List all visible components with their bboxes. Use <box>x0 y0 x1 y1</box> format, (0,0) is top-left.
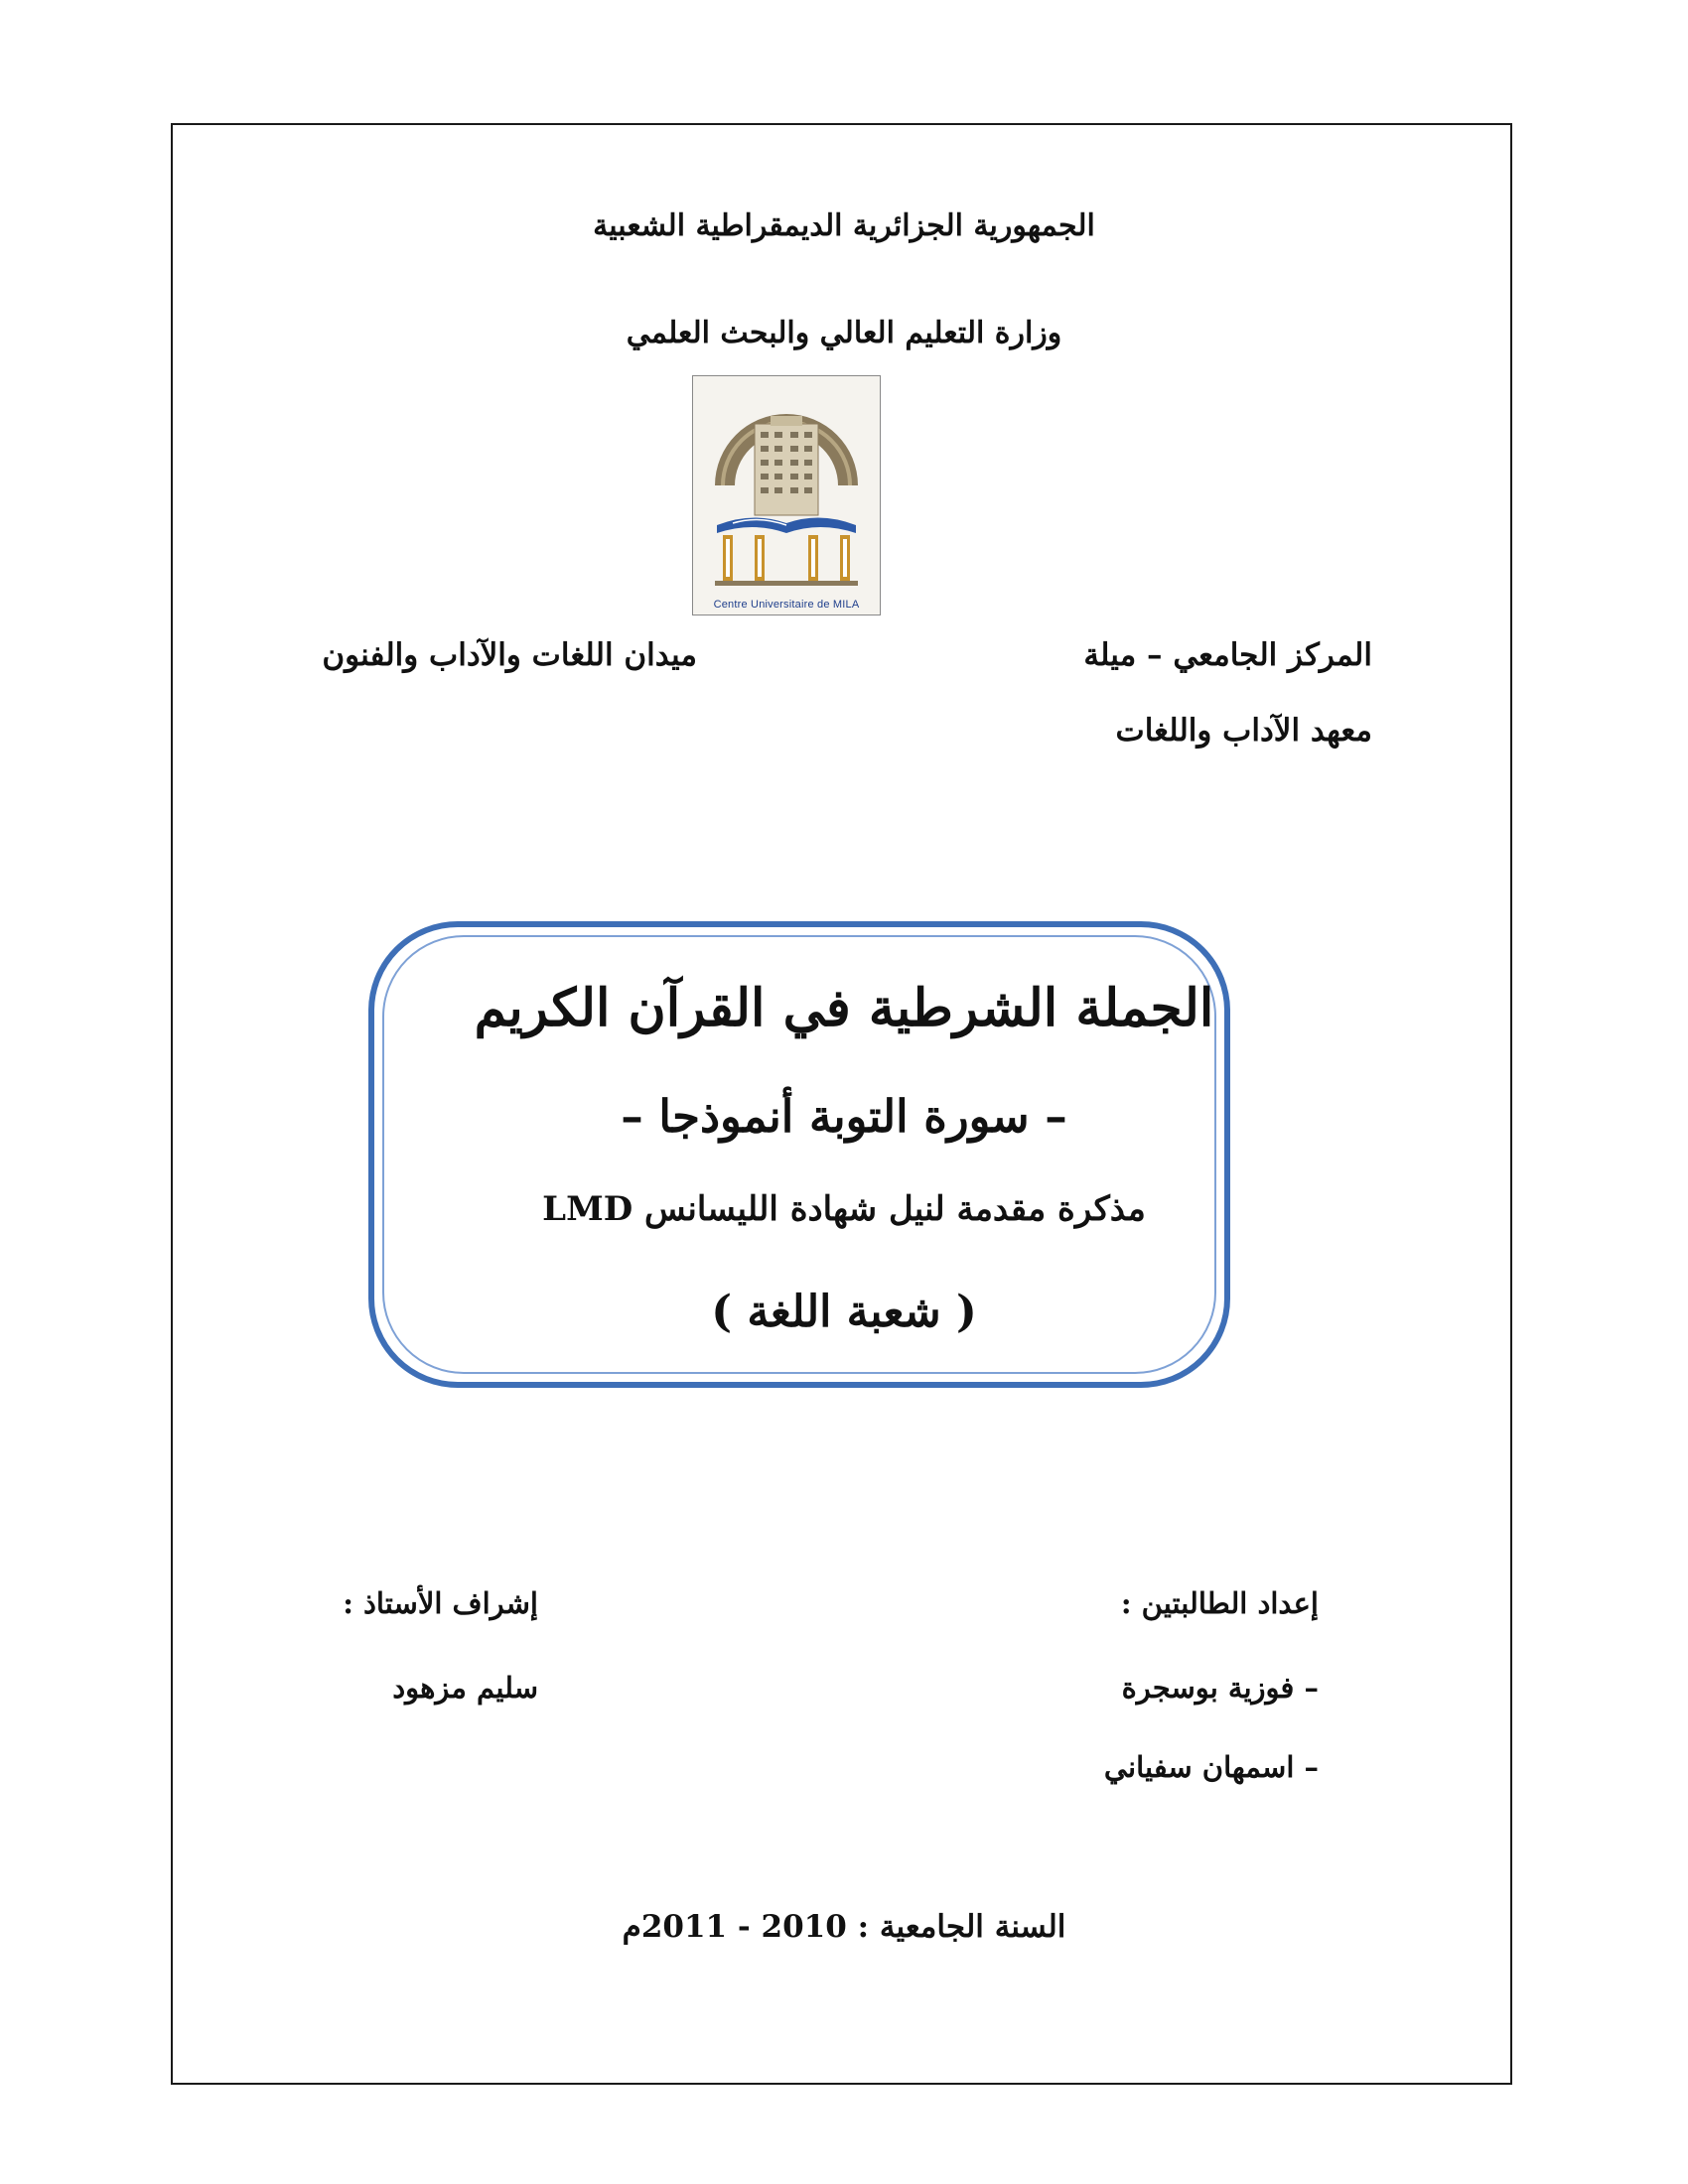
university-logo <box>692 375 881 615</box>
logo-caption: Centre Universitaire de MILA <box>713 599 860 611</box>
student-name-2: – اسمهان سفياني <box>1103 1750 1319 1784</box>
university-center-name: المركز الجامعي – ميلة <box>1083 637 1372 673</box>
institute-name: معهد الآداب واللغات <box>1115 713 1372 749</box>
thesis-title: الجملة الشرطية في القرآن الكريم <box>474 978 1214 1038</box>
academic-year: السنة الجامعية : 2010 - 2011م <box>622 1909 1066 1945</box>
field-of-study: ميدان اللغات والآداب والفنون <box>322 637 697 673</box>
students-label: إعداد الطالبتين : <box>1120 1586 1319 1620</box>
degree-statement: مذكرة مقدمة لنيل شهادة الليسانس LMD <box>542 1189 1146 1229</box>
student-name-1: – فوزية بوسجرة <box>1121 1671 1319 1705</box>
university-building-icon <box>693 376 880 590</box>
supervisor-name: سليم مزهود <box>392 1671 538 1705</box>
branch-label: ( شعبة اللغة ) <box>711 1287 977 1337</box>
thesis-subtitle: – سورة التوبة أنموذجا – <box>621 1090 1067 1143</box>
republic-heading: الجمهورية الجزائرية الديمقراطية الشعبية <box>593 208 1095 243</box>
supervisor-label: إشراف الأستاذ : <box>343 1586 538 1620</box>
ministry-heading: وزارة التعليم العالي والبحث العلمي <box>626 316 1062 350</box>
